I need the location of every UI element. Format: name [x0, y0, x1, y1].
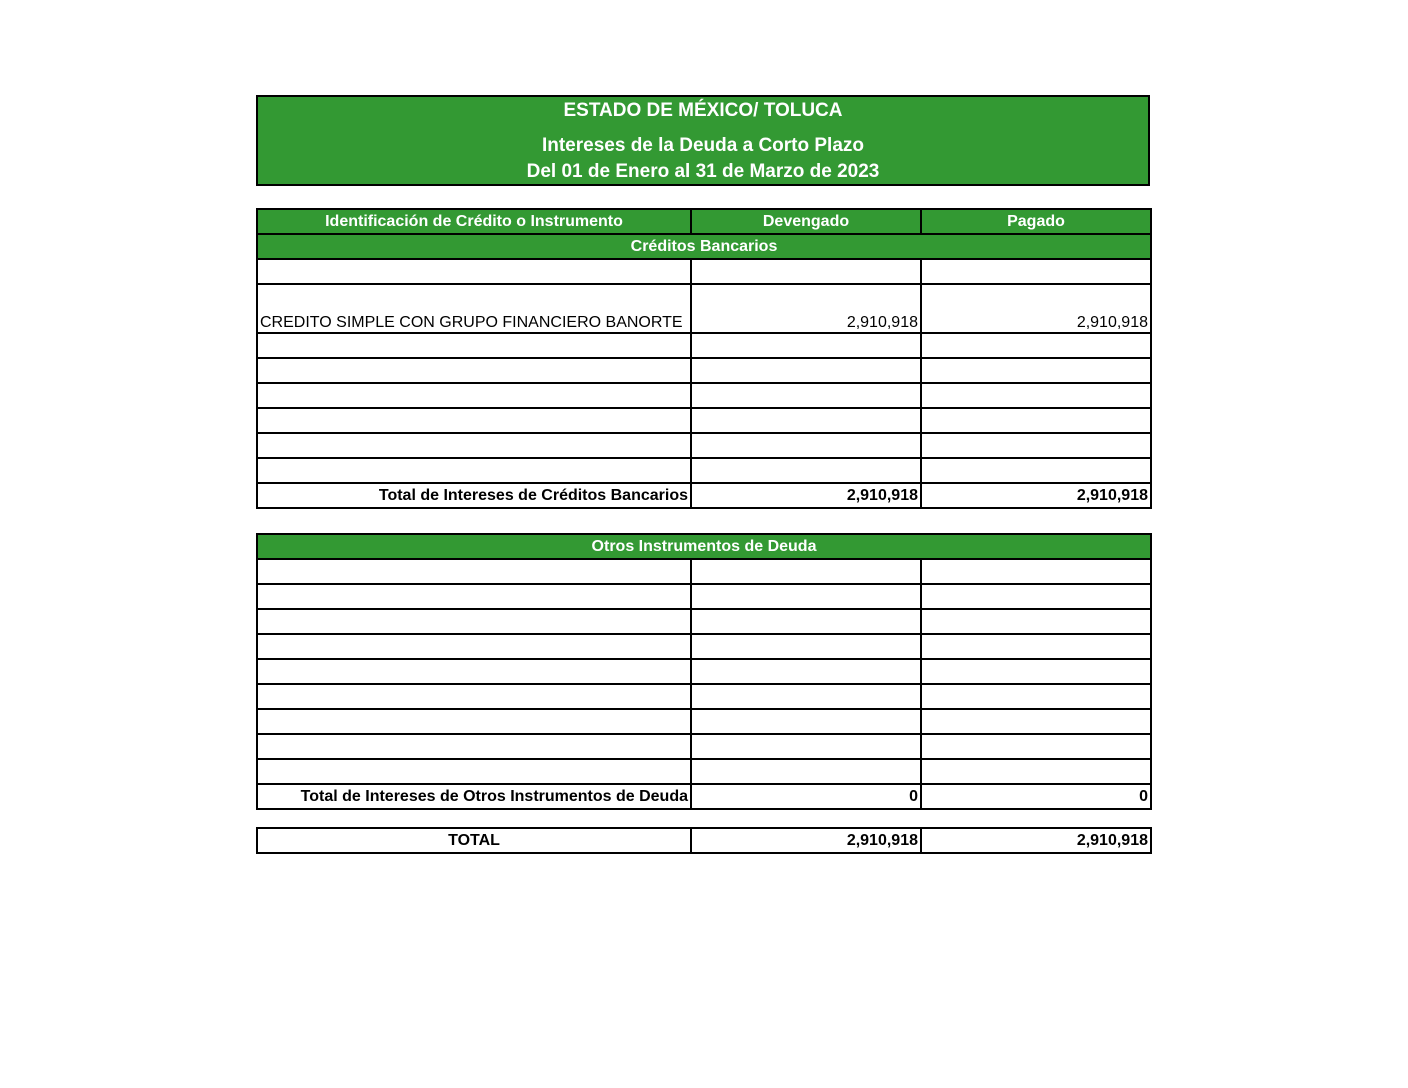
row-devengado: 2,910,918: [691, 284, 921, 333]
row-name: [257, 759, 691, 784]
column-header-devengado: Devengado: [691, 209, 921, 234]
column-header-identification: Identificación de Crédito o Instrumento: [257, 209, 691, 234]
row-name: [257, 408, 691, 433]
row-name: [257, 634, 691, 659]
other-instruments-total-row: [257, 784, 1151, 809]
row-pagado: [921, 709, 1151, 734]
row-name: [257, 333, 691, 358]
table-row: [257, 634, 1151, 659]
column-header-pagado: Pagado: [921, 209, 1151, 234]
table-row: [257, 408, 1151, 433]
row-name: [257, 709, 691, 734]
row-devengado: [691, 383, 921, 408]
total-pagado: 0: [921, 784, 1151, 809]
row-pagado: [921, 759, 1151, 784]
row-devengado: [691, 684, 921, 709]
row-devengado: [691, 358, 921, 383]
row-pagado: [921, 634, 1151, 659]
table-row: [257, 259, 1151, 284]
row-name: [257, 684, 691, 709]
row-devengado: [691, 734, 921, 759]
row-devengado: [691, 559, 921, 584]
row-pagado: [921, 458, 1151, 483]
total-devengado: 0: [691, 784, 921, 809]
grand-total-label: TOTAL: [257, 828, 691, 853]
row-name: [257, 734, 691, 759]
table-row: [257, 734, 1151, 759]
row-pagado: [921, 734, 1151, 759]
row-name: [257, 559, 691, 584]
row-name: CREDITO SIMPLE CON GRUPO FINANCIERO BANORTE: [257, 284, 691, 333]
row-devengado: [691, 634, 921, 659]
row-devengado: [691, 333, 921, 358]
row-pagado: [921, 609, 1151, 634]
entity-name: ESTADO DE MÉXICO/ TOLUCA: [563, 100, 843, 121]
bank-credits-table: [256, 208, 1152, 509]
row-devengado: [691, 659, 921, 684]
bank-credits-total-row: [257, 483, 1151, 508]
row-pagado: [921, 559, 1151, 584]
document-page: [256, 95, 1150, 849]
table-row: [257, 559, 1151, 584]
row-devengado: [691, 584, 921, 609]
row-pagado: 2,910,918: [921, 284, 1151, 333]
row-pagado: [921, 333, 1151, 358]
row-pagado: [921, 433, 1151, 458]
row-name: [257, 458, 691, 483]
row-name: [257, 584, 691, 609]
section-header-row: [257, 534, 1151, 559]
grand-total-devengado: 2,910,918: [691, 828, 921, 853]
row-name: [257, 433, 691, 458]
table-row: [257, 458, 1151, 483]
row-devengado: [691, 609, 921, 634]
row-pagado: [921, 659, 1151, 684]
row-devengado: [691, 759, 921, 784]
report-period: Del 01 de Enero al 31 de Marzo de 2023: [526, 161, 880, 182]
row-pagado: [921, 684, 1151, 709]
row-pagado: [921, 358, 1151, 383]
other-instruments-table: [256, 533, 1152, 810]
table-row: [257, 383, 1151, 408]
row-name: [257, 659, 691, 684]
table-row: [257, 684, 1151, 709]
report-header: [256, 95, 1150, 186]
table-row: [257, 759, 1151, 784]
table-row: [257, 358, 1151, 383]
table-row: [257, 433, 1151, 458]
section-header-row: [257, 234, 1151, 259]
section-title-bank-credits: Créditos Bancarios: [257, 234, 1151, 259]
total-label: Total de Intereses de Créditos Bancarios: [257, 483, 691, 508]
grand-total-row: [257, 828, 1151, 853]
grand-total-pagado: 2,910,918: [921, 828, 1151, 853]
grand-total-table: [256, 827, 1152, 854]
section-title-other-instruments: Otros Instrumentos de Deuda: [257, 534, 1151, 559]
row-devengado: [691, 458, 921, 483]
table-row: [257, 284, 1151, 333]
total-label: Total de Intereses de Otros Instrumentos de Deuda: [257, 784, 691, 809]
row-pagado: [921, 408, 1151, 433]
total-pagado: 2,910,918: [921, 483, 1151, 508]
table-row: [257, 709, 1151, 734]
table-row: [257, 333, 1151, 358]
row-pagado: [921, 259, 1151, 284]
row-devengado: [691, 709, 921, 734]
row-name: [257, 259, 691, 284]
total-devengado: 2,910,918: [691, 483, 921, 508]
row-devengado: [691, 433, 921, 458]
row-devengado: [691, 408, 921, 433]
row-name: [257, 383, 691, 408]
row-devengado: [691, 259, 921, 284]
row-pagado: [921, 584, 1151, 609]
row-name: [257, 609, 691, 634]
table-row: [257, 659, 1151, 684]
report-title: Intereses de la Deuda a Corto Plazo: [541, 135, 865, 156]
row-name: [257, 358, 691, 383]
column-header-row: [257, 209, 1151, 234]
table-row: [257, 584, 1151, 609]
table-row: [257, 609, 1151, 634]
row-pagado: [921, 383, 1151, 408]
